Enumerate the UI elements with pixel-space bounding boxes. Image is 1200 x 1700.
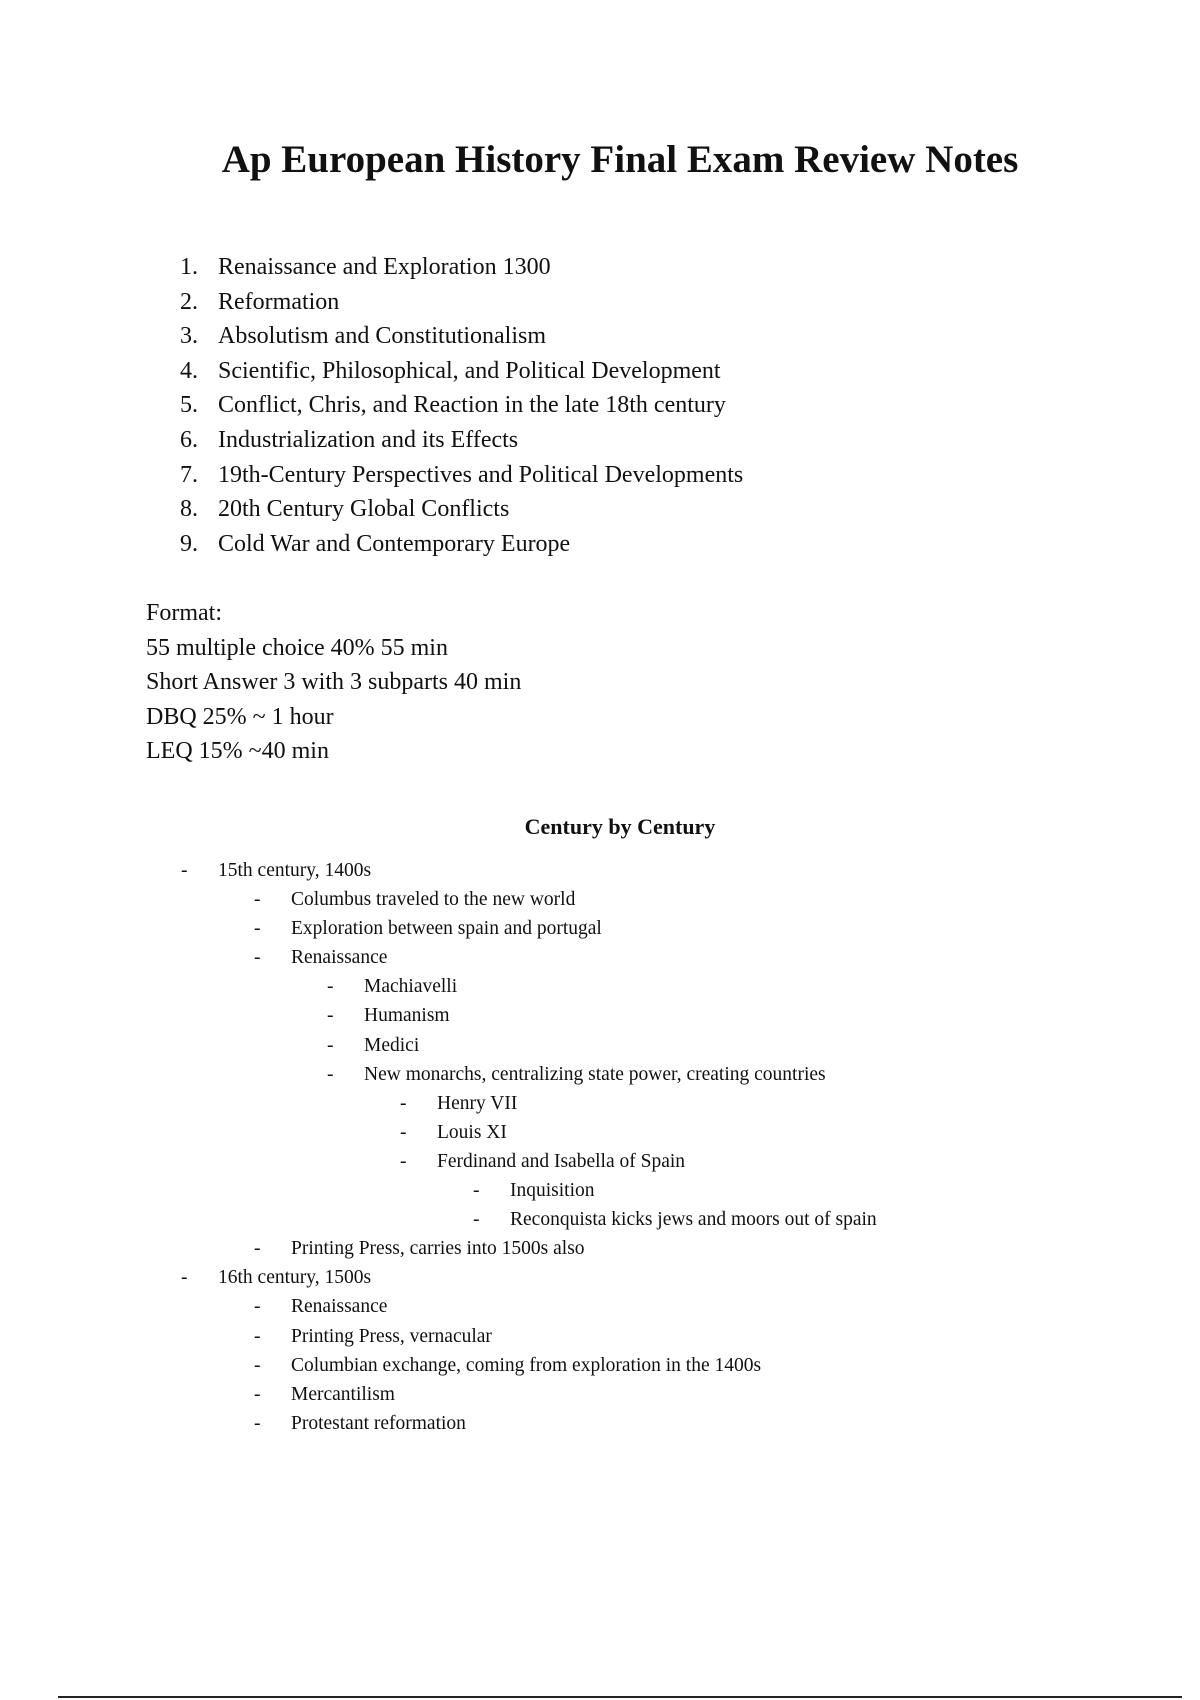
topic-item xyxy=(180,388,743,423)
outline-item-text: Protestant reformation xyxy=(291,1412,466,1434)
topic-text: 19th-Century Perspectives and Political Developments xyxy=(218,461,744,488)
topic-number: 2. xyxy=(180,288,198,315)
outline-item-text: Mercantilism xyxy=(291,1383,395,1405)
outline-item-text: Columbian exchange, coming from exploration in the 1400s xyxy=(291,1354,762,1376)
topic-text: Scientific, Philosophical, and Political Development xyxy=(218,357,721,384)
topic-item xyxy=(180,458,743,493)
topic-text: Renaissance and Exploration 1300 xyxy=(218,254,551,280)
bullet-dash: - xyxy=(400,1150,407,1172)
bullet-dash: - xyxy=(473,1209,480,1231)
outline-item-text: Columbus traveled to the new world xyxy=(291,889,576,911)
topic-number: 1. xyxy=(180,254,198,280)
outline-item-text: Printing Press, carries into 1500s also xyxy=(291,1238,585,1260)
format-heading: Format: xyxy=(146,600,222,626)
bullet-dash: - xyxy=(327,1034,334,1056)
outline-item-text: Renaissance xyxy=(291,1296,388,1318)
outline-item-text: Humanism xyxy=(364,1005,450,1027)
topic-number: 6. xyxy=(180,426,198,453)
outline-item-text: 16th century, 1500s xyxy=(218,1267,372,1289)
bullet-dash: - xyxy=(254,1238,261,1260)
topic-number: 3. xyxy=(180,323,198,350)
format-line: DBQ 25% ~ 1 hour xyxy=(146,703,334,730)
outline-item-text: Ferdinand and Isabella of Spain xyxy=(437,1150,686,1172)
topic-text: 20th Century Global Conflicts xyxy=(218,496,510,523)
outline-item-text: Machiavelli xyxy=(364,976,458,998)
bullet-dash: - xyxy=(473,1180,480,1202)
bullet-dash: - xyxy=(254,1296,261,1318)
topic-list xyxy=(180,250,743,561)
topic-text: Reformation xyxy=(218,288,340,315)
bullet-dash: - xyxy=(181,860,188,881)
format-line: LEQ 15% ~40 min xyxy=(146,738,329,764)
outline-item-text: Exploration between spain and portugal xyxy=(291,918,602,940)
topic-item xyxy=(180,423,743,458)
topic-item xyxy=(180,319,743,354)
bullet-dash: - xyxy=(400,1092,407,1114)
section-heading: Century by Century xyxy=(524,814,716,839)
bullet-dash: - xyxy=(327,1063,334,1085)
bullet-dash: - xyxy=(400,1121,407,1143)
topic-text: Conflict, Chris, and Reaction in the late 18th century xyxy=(218,392,726,419)
format-line: 55 multiple choice 40% 55 min xyxy=(146,634,448,661)
topic-number: 9. xyxy=(180,530,198,557)
topic-item xyxy=(180,527,743,562)
bullet-dash: - xyxy=(181,1267,188,1289)
bullet-dash: - xyxy=(254,1325,261,1347)
topic-number: 8. xyxy=(180,496,198,523)
outline-item-text: Henry VII xyxy=(437,1092,518,1114)
outline-item-text: 15th century, 1400s xyxy=(218,860,372,881)
bullet-dash: - xyxy=(254,1354,261,1376)
outline-item-text: Louis XI xyxy=(437,1121,507,1143)
topic-text: Cold War and Contemporary Europe xyxy=(218,530,571,557)
bullet-dash: - xyxy=(254,1383,261,1405)
topic-text: Industrialization and its Effects xyxy=(218,426,519,453)
outline-item-text: Reconquista kicks jews and moors out of spain xyxy=(510,1209,877,1231)
page-title: Ap European History Final Exam Review Notes xyxy=(221,138,1019,181)
bullet-dash: - xyxy=(254,918,261,940)
exam-format xyxy=(146,596,521,769)
topic-item xyxy=(180,285,743,320)
bullet-dash: - xyxy=(327,1005,334,1027)
topic-number: 5. xyxy=(180,392,198,419)
topic-item xyxy=(180,492,743,527)
bullet-dash: - xyxy=(327,976,334,998)
topic-item xyxy=(180,250,743,285)
page-divider xyxy=(58,1696,1182,1698)
outline-item-text: New monarchs, centralizing state power, creating countries xyxy=(364,1063,826,1085)
outline-item-text: Renaissance xyxy=(291,947,388,969)
topic-item xyxy=(180,354,743,389)
bullet-dash: - xyxy=(254,1412,261,1434)
outline-item-text: Medici xyxy=(364,1034,420,1056)
topic-number: 7. xyxy=(180,461,198,488)
bullet-dash: - xyxy=(254,889,261,911)
format-line: Short Answer 3 with 3 subparts 40 min xyxy=(146,669,522,695)
topic-number: 4. xyxy=(180,357,198,384)
outline-item-text: Printing Press, vernacular xyxy=(291,1325,492,1347)
outline-item-text: Inquisition xyxy=(510,1180,595,1202)
bullet-dash: - xyxy=(254,947,261,969)
topic-text: Absolutism and Constitutionalism xyxy=(218,323,547,350)
